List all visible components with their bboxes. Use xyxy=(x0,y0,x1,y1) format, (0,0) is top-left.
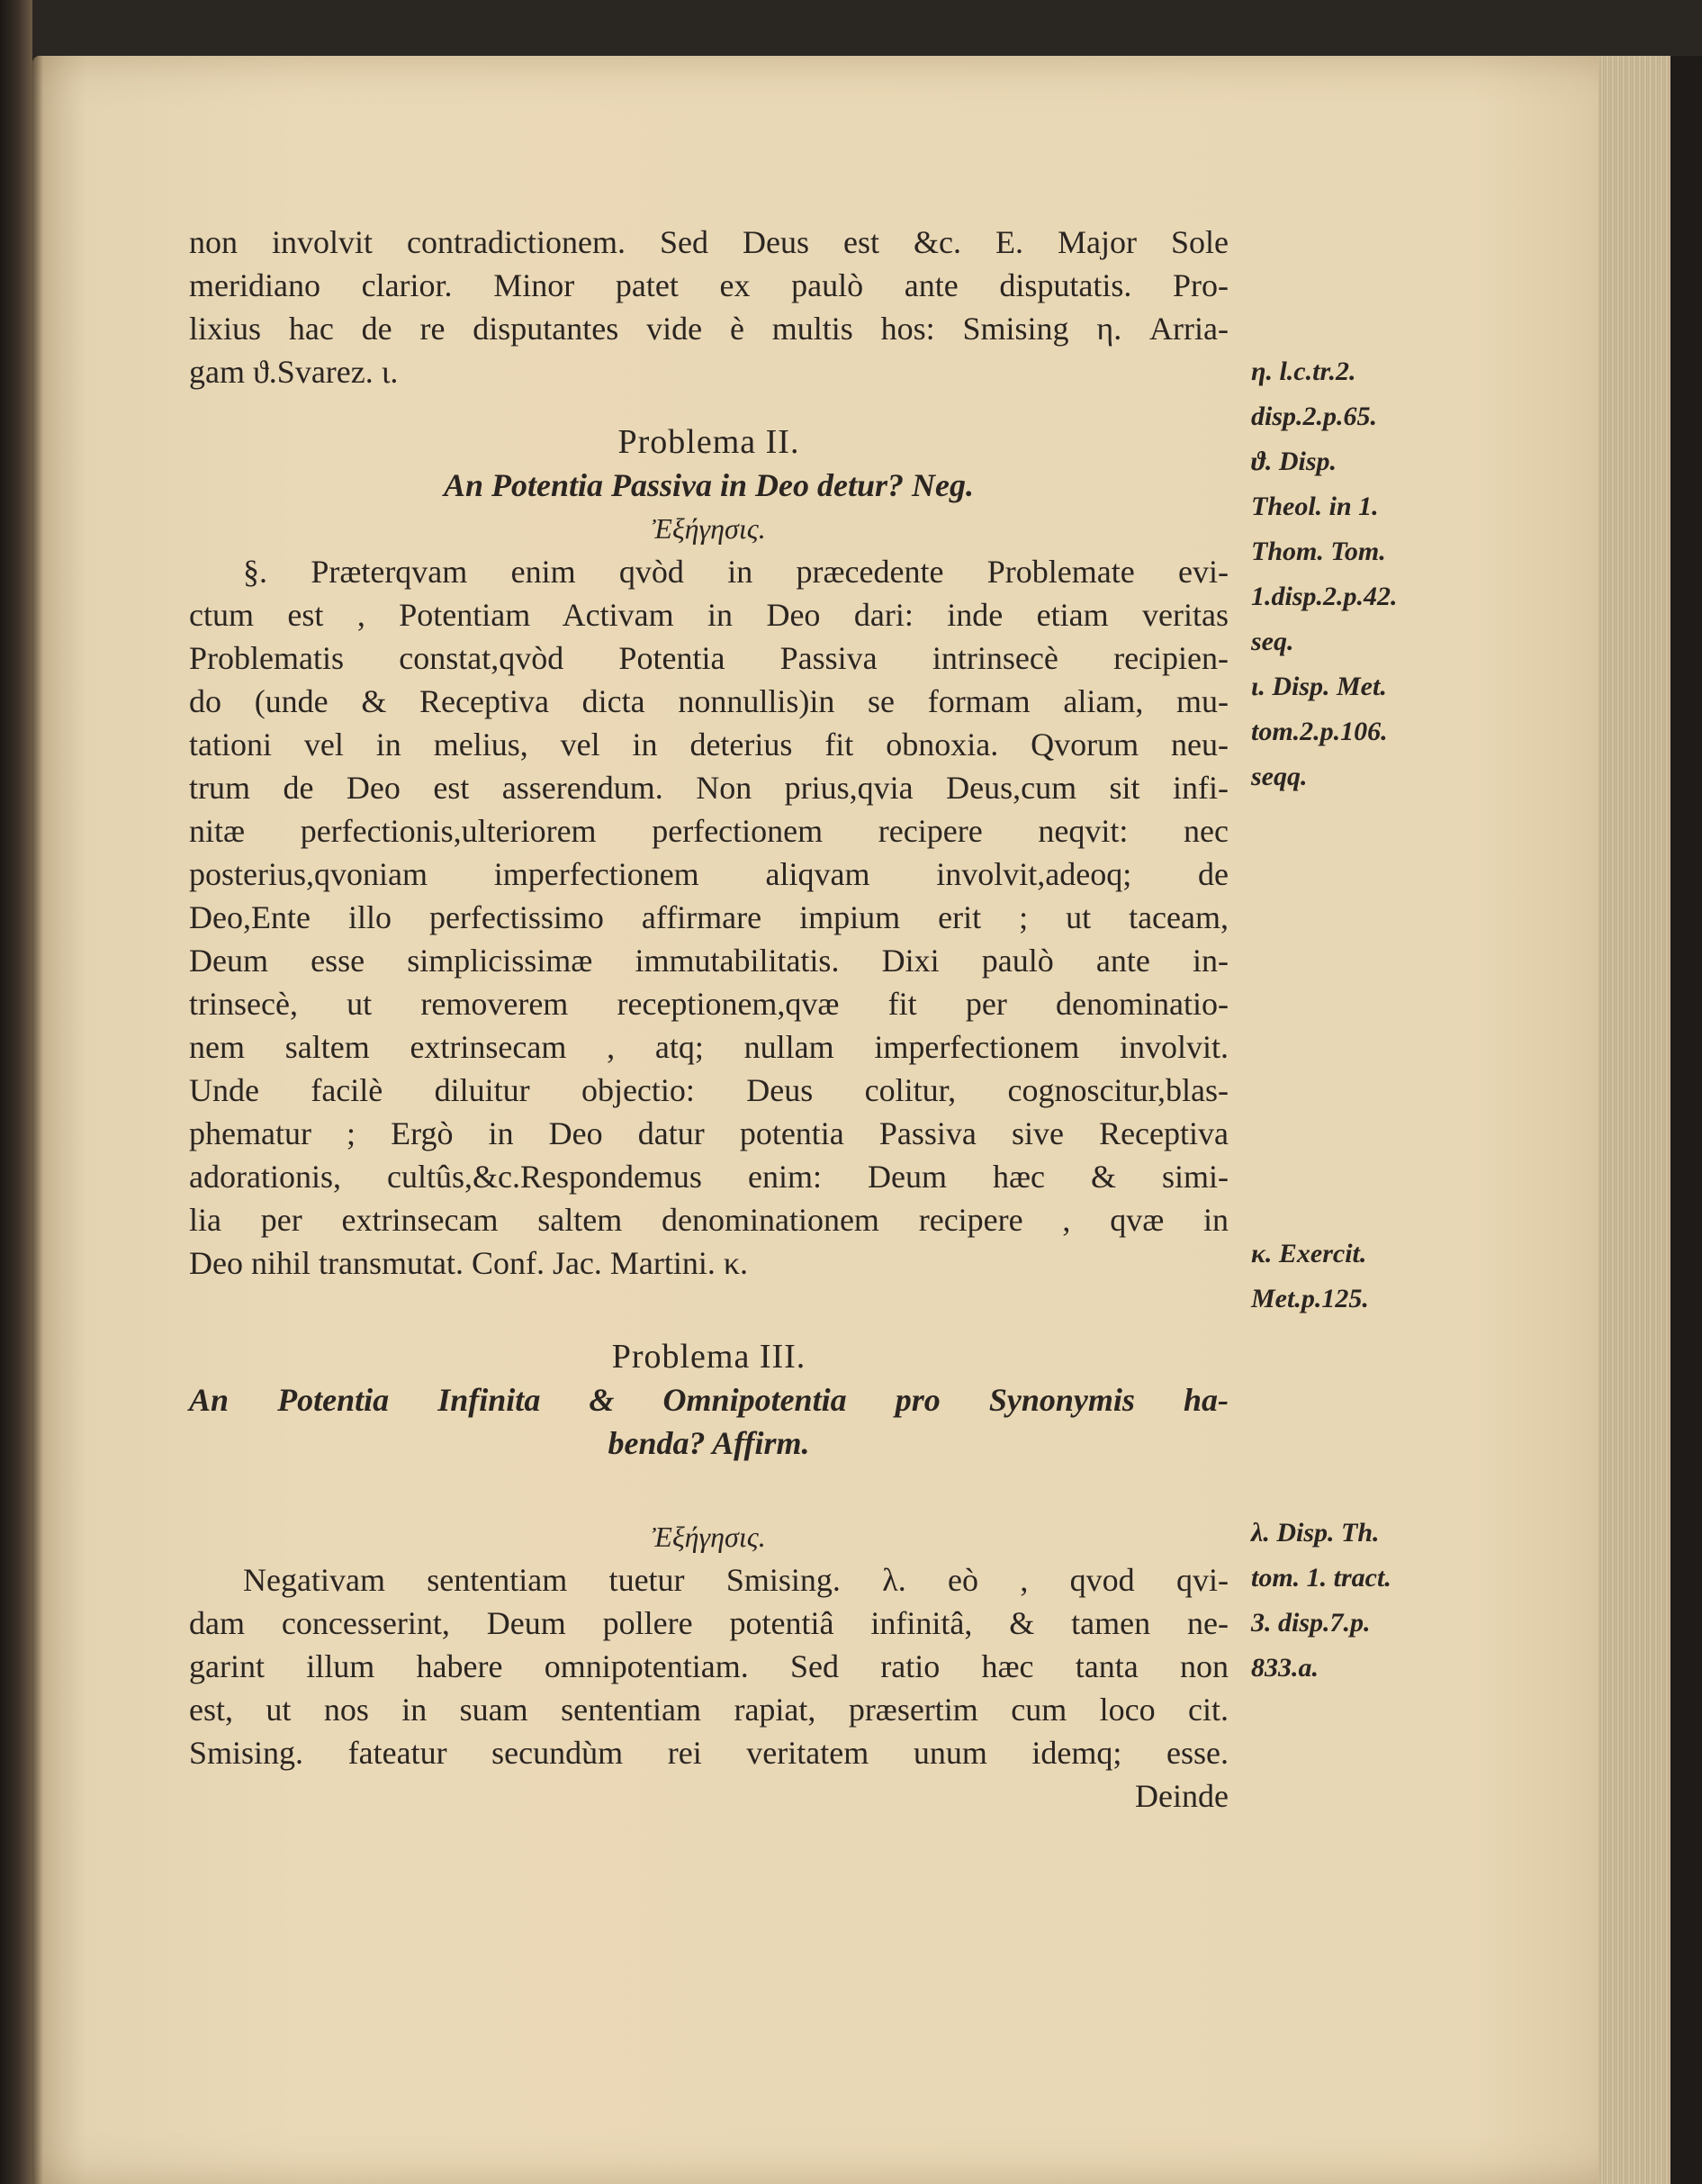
margin-notes-block-3 xyxy=(1251,1511,1413,1691)
text-line: Unde facilè diluitur objectio: Deus colitur, cognoscitur,blas- xyxy=(189,1072,1229,1108)
catchword: Deinde xyxy=(1135,1778,1229,1814)
margin-note: κ. Exercit. xyxy=(1251,1239,1367,1268)
margin-notes-block-1 xyxy=(1251,349,1413,799)
main-text-column xyxy=(189,221,1229,1818)
problem-2-question: An Potentia Passiva in Deo detur? Neg. xyxy=(443,467,974,503)
paragraph-1 xyxy=(189,221,1229,393)
paragraph-3 xyxy=(189,1558,1229,1774)
text-line: posterius,qvoniam imperfectionem aliqvam involvit,adeoq; de xyxy=(189,856,1229,892)
text-line: non involvit contradictionem. Sed Deus est &c. E. Major Sole xyxy=(189,224,1229,260)
margin-note: Theol. in 1. xyxy=(1251,492,1379,521)
text-line: Problematis constat,qvòd Potentia Passiva intrinsecè recipien- xyxy=(189,640,1229,676)
margin-note: disp.2.p.65. xyxy=(1251,402,1378,431)
edge-shadow xyxy=(1670,56,1702,2184)
margin-note: ϑ. Disp. xyxy=(1251,447,1337,476)
margin-note: tom.2.p.106. xyxy=(1251,717,1388,746)
text-line: dam concesserint, Deum pollere potentiâ infinitâ, & tamen ne- xyxy=(189,1605,1229,1641)
margin-note: ι. Disp. Met. xyxy=(1251,672,1387,701)
paragraph-2 xyxy=(189,550,1229,1285)
margin-note: 3. disp.7.p. xyxy=(1251,1608,1371,1638)
problem-3-question-line-2: benda? Affirm. xyxy=(608,1425,810,1461)
text-line: gam ϑ.Svarez. ι. xyxy=(189,354,399,390)
page-edges xyxy=(1598,56,1670,2184)
margin-note: seqq. xyxy=(1251,762,1308,791)
text-line: trinsecè, ut removerem receptionem,qvæ fit per denominatio- xyxy=(189,986,1229,1022)
text-line: tationi vel in melius, vel in deterius fit obnoxia. Qvorum neu- xyxy=(189,726,1229,763)
margin-note: 1.disp.2.p.42. xyxy=(1251,582,1398,611)
margin-notes xyxy=(1251,349,1413,1691)
margin-note: λ. Disp. Th. xyxy=(1251,1518,1380,1548)
margin-note: seq. xyxy=(1251,627,1294,656)
text-line: est, ut nos in suam sententiam rapiat, præsertim cum loco cit. xyxy=(189,1692,1229,1728)
text-line: lia per extrinsecam saltem denominationem recipere , qvæ in xyxy=(189,1202,1229,1238)
margin-note: Thom. Tom. xyxy=(1251,537,1386,566)
margin-note: η. l.c.tr.2. xyxy=(1251,356,1356,386)
text-line: meridiano clarior. Minor patet ex paulò ante disputatis. Pro- xyxy=(189,267,1229,303)
text-line: lixius hac de re disputantes vide è multis hos: Smising η. Arria- xyxy=(189,311,1229,347)
margin-notes-block-2 xyxy=(1251,1232,1413,1322)
text-line: phematur ; Ergò in Deo datur potentia Passiva sive Receptiva xyxy=(189,1115,1229,1151)
margin-note: tom. 1. tract. xyxy=(1251,1563,1391,1593)
margin-note: 833.a. xyxy=(1251,1653,1319,1683)
text-line: do (unde & Receptiva dicta nonnullis)in se formam aliam, mu- xyxy=(189,683,1229,719)
text-line: Deum esse simplicissimæ immutabilitatis. Dixi paulò ante in- xyxy=(189,943,1229,979)
text-line: §. Præterqvam enim qvòd in præcedente Problemate evi- xyxy=(243,554,1229,590)
text-line: trum de Deo est asserendum. Non prius,qvia Deus,cum sit infi- xyxy=(189,770,1229,806)
text-line: Smising. fateatur secundùm rei veritatem unum idemq; esse. xyxy=(189,1735,1229,1771)
problem-3-question-line-1: An Potentia Infinita & Omnipotentia pro Synonymis ha- xyxy=(189,1382,1229,1418)
text-line: Deo nihil transmutat. Conf. Jac. Martini. κ. xyxy=(189,1245,749,1281)
text-line: nitæ perfectionis,ulteriorem perfectionem recipere neqvit: nec xyxy=(189,813,1229,849)
page-gutter-shadow xyxy=(32,56,43,2184)
text-line: adorationis, cultûs,&c.Respondemus enim: Deum hæc & simi- xyxy=(189,1159,1229,1195)
text-line: garint illum habere omnipotentiam. Sed ratio hæc tanta non xyxy=(189,1648,1229,1684)
problem-3-exegesis-label: Ἐξήγησις. xyxy=(652,1521,766,1553)
margin-note: Met.p.125. xyxy=(1251,1284,1369,1313)
text-line: nem saltem extrinsecam , atq; nullam imperfectionem involvit. xyxy=(189,1029,1229,1065)
problem-3-heading: Problema III. xyxy=(611,1338,806,1376)
problem-2-heading: Problema II. xyxy=(617,423,800,461)
text-line: ctum est , Potentiam Activam in Deo dari: inde etiam veritas xyxy=(189,597,1229,633)
text-line: Deo,Ente illo perfectissimo affirmare impium erit ; ut taceam, xyxy=(189,899,1229,935)
text-line: Negativam sententiam tuetur Smising. λ. eò , qvod qvi- xyxy=(243,1562,1229,1598)
problem-2-exegesis-label: Ἐξήγησις. xyxy=(652,512,766,545)
book-binding xyxy=(0,0,32,2184)
